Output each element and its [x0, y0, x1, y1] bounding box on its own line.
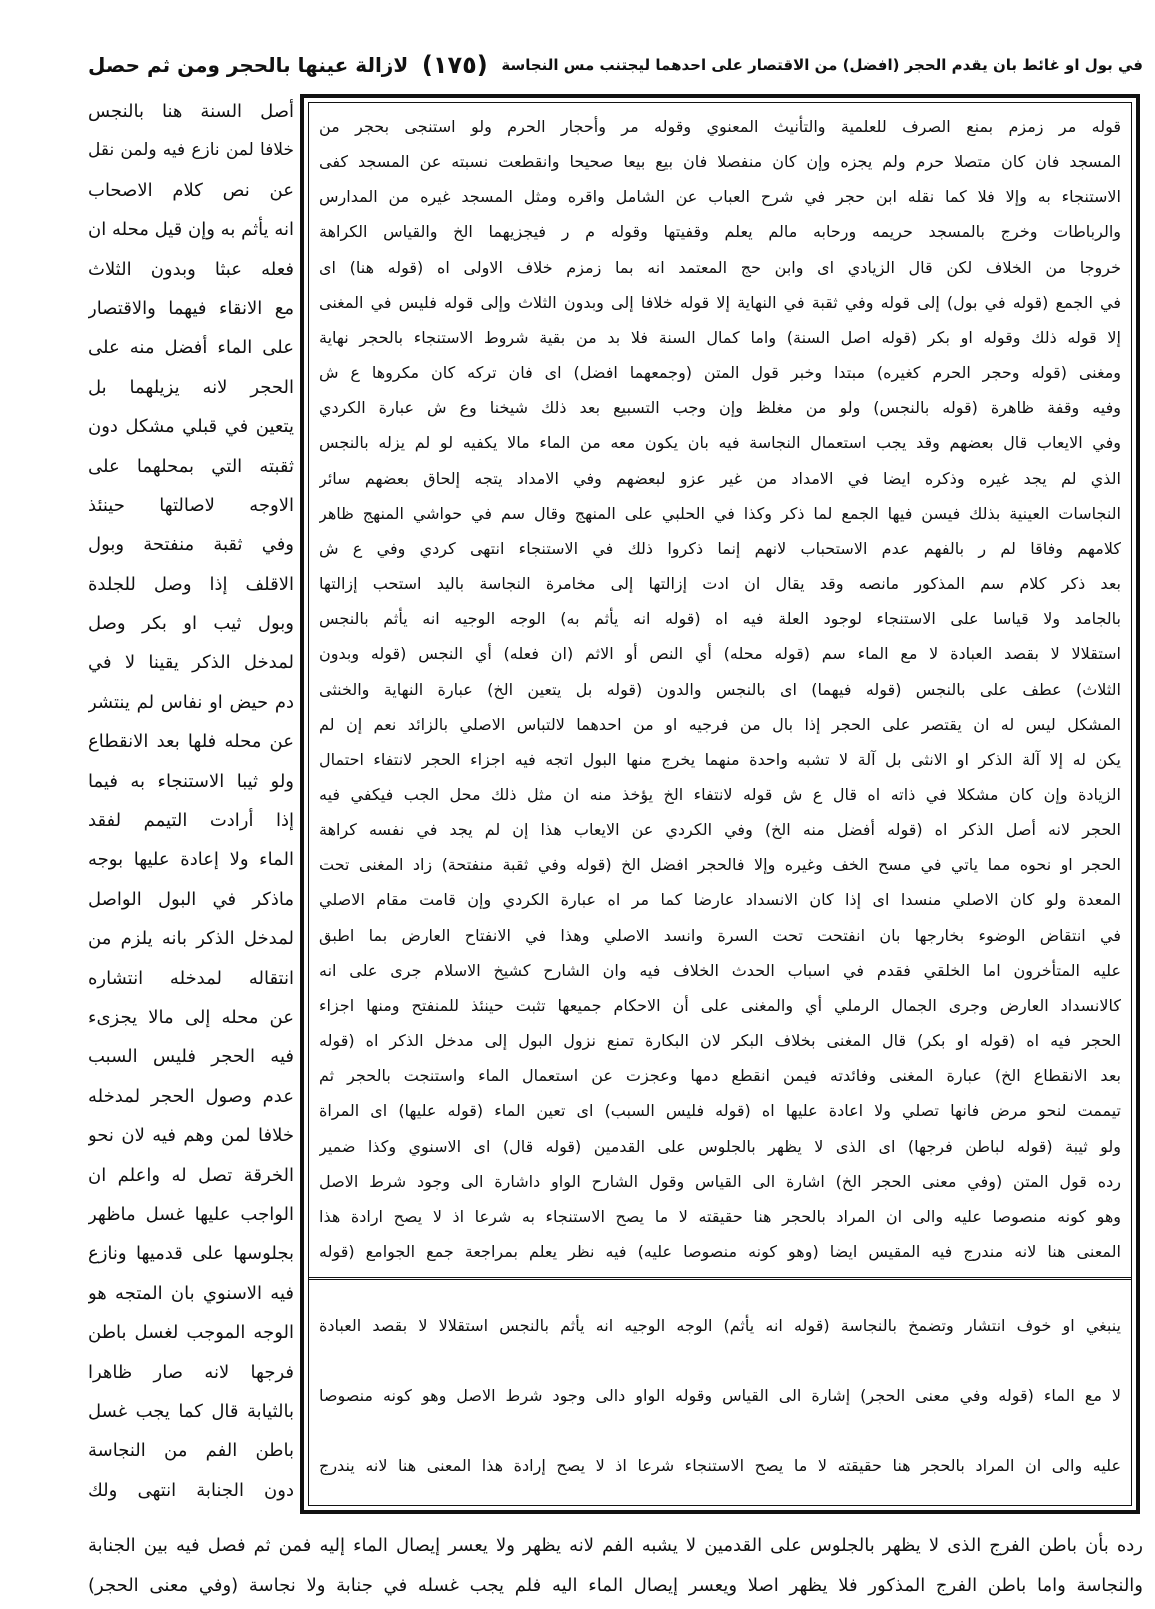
margin-text-line: فرجها لانه صار ظاهرا — [88, 1361, 294, 1383]
commentary-text-line: بالجامد ولا قياسا على الاستنجاء لوجود العلة فيه اه (قوله انه يأثم به) الوجه الوجيه انه يأثم بالنجس — [319, 609, 1121, 629]
margin-text-line: بجلوسها على قدميها ونازع — [88, 1243, 294, 1265]
margin-text-line: لمدخل الذكر يقينا لا في — [88, 652, 294, 674]
margin-text-line: الماء ولا إعادة عليها بوجه — [88, 849, 294, 871]
commentary-text-line: ومغنى (قوله وحجر الحرم كغيره) مبتدا وخبر قول المتن (وجمعهما افضل) اى فان تركه كان مكروها ع ش — [319, 363, 1121, 383]
margin-text-line: فعله عبثا وبدون الثلاث — [88, 258, 294, 280]
commentary-text-line: الزيادة وإن كان مشكلا في ذاته اه قال ع ش قوله لانتفاء الخ يؤخذ منه ان مثل ذلك محل الجب فيكفي فيه — [319, 784, 1121, 804]
margin-text-line: وبول ثيب او بكر وصل — [88, 613, 294, 635]
commentary-text-line: وهو كونه منصوصا عليه والى ان المراد بالحجر هنا حقيقته لا ما يصح الاستنجاء به شرعا اذ لا يصح ارادة هذا — [319, 1206, 1121, 1226]
commentary-text-line: كلامهم وفاقا لم ر بالفهم عدم الاستحباب لانهم إنما ذكروا ذلك في الاستنجاء انتهى كردي وفي ع ش — [319, 538, 1121, 558]
margin-text-line: إذا أرادت التيمم لفقد — [88, 810, 294, 832]
commentary-lower-text — [319, 1291, 1121, 1501]
margin-text-line: انه يأثم به وإن قيل محله ان — [88, 219, 294, 241]
margin-text-line: على الماء أفضل منه على — [88, 337, 294, 359]
bottom-text-line: رده بأن باطن الفرج الذى لا يظهر بالجلوس على القدمين لا يشبه الفم لانه يظهر ولا يعسر إيصال الماء إليه فمن ثم فصل فيه بين الجنابة — [88, 1535, 1143, 1556]
margin-text-line: لمدخل الذكر بانه يلزم من — [88, 928, 294, 950]
commentary-text-line: المسجد فان كان متصلا حرم ولم يجزه وإن كان منفصلا فان بيع بيعا صحيحا وانقطعت نسبته عن المسجد كفى — [319, 152, 1121, 172]
commentary-text-line: كالانسداد العارض وجرى الجمال الرملي أي والمغنى على أن الاحكام جميعها تثبت حينئذ للمنفتح ومنها اجزاء — [319, 995, 1121, 1015]
commentary-lower-text-line: ينبغي او خوف انتشار وتضمخ بالنجاسة (قوله انه يأثم) الوجه الوجيه انه يأثم بالنجس استقلالا لا بقصد العبادة — [319, 1316, 1121, 1335]
commentary-text-line: المشكل ليس له ان يقتصر على الحجر إذا بال من فرجيه او من احدهما لالتباس الاصلي بالزائد نعم إن لم — [319, 714, 1121, 734]
margin-text-line: عدم وصول الحجر لمدخله — [88, 1085, 294, 1107]
margin-text-line: فيه الحجر فليس السبب — [88, 1046, 294, 1068]
commentary-text-line: خروجا من الخلاف لكن قال الزيادي اى وابن حج المعتمد انه بما زمزم خلاف الاولى اه (قوله هنا) اى — [319, 257, 1121, 277]
commentary-text-line: إلا قوله ذلك وقوله او بكر (قوله اصل السنة) واما كمال السنة فلا بد من بقية شروط الاستنجاء بالحجر نهاية — [319, 327, 1121, 347]
commentary-text-line: المعنى هنا لانه مندرج فيه المقيس ايضا (وهو كونه منصوصا عليه) فيه نظر يعلم بمراجعة جمع الجوامع (قوله — [319, 1242, 1121, 1261]
margin-text-line: ثقبته التي بمحلهما على — [88, 455, 294, 477]
margin-text-line: الاوجه لاصالتها حينئذ — [88, 494, 294, 516]
header-running-text-right: في بول او غائط بان يقدم الحجر (افضل) من الاقتصار على احدهما ليجتنب مس النجاسة — [501, 56, 1143, 74]
margin-text-line: عن نص كلام الاصحاب — [88, 179, 294, 201]
margin-text-line: دون الجنابة انتهى ولك — [88, 1479, 294, 1501]
page-number: (١٧٥) — [421, 51, 488, 79]
commentary-text-line: المعدة ولو كان الاصلي منسدا اى إذا كان الانسداد عارضا كما مر اه عبارة الكردي وإن قامت مقام الاصلي — [319, 890, 1121, 910]
margin-text-line: ماذكر في البول الواصل — [88, 888, 294, 910]
commentary-text-line: قوله مر زمزم بمنع الصرف للعلمية والتأنيث المعنوي وقوله مر وأحجار الحرم ولو استنجى بحجر من — [319, 117, 1121, 136]
commentary-text-line: وفي الايعاب قال بعضهم وقد يجب استعمال النجاسة فيه بان يكون معه من الماء مالا يكفيه لو لم يزله بالنجس — [319, 433, 1121, 453]
margin-text-line: الاقلف إذا وصل للجلدة — [88, 573, 294, 595]
commentary-upper-text — [319, 109, 1121, 1269]
margin-text-line: أصل السنة هنا بالنجس — [88, 101, 294, 122]
margin-text-line: خلافا لمن وهم فيه لان نحو — [88, 1125, 294, 1147]
page-header — [88, 44, 1143, 86]
commentary-text-line: وفيه وقفة ظاهرة (قوله بالنجس) ولو من مغلظ وإن وجب التسبيع بعد ذلك شيخنا وع ش عبارة الكردي — [319, 398, 1121, 418]
margin-text-line: دم حيض او نفاس لم ينتشر — [88, 691, 294, 713]
bottom-continuation-text — [88, 1528, 1143, 1604]
margin-text-line: الحجر لانه يزيلهما بل — [88, 376, 294, 398]
commentary-text-line: بعد الانقطاع الخ) عبارة المغنى وفائدته فيمن انقطع دمها وعجزت عن استعمال الماء واستنجت بالحجر ثم — [319, 1066, 1121, 1086]
commentary-text-line: ولو ثيبة (قوله لباطن فرجها) اى الذى لا يظهر بالجلوس على القدمين (قوله قال) اى الاسنوي وكذا ضمير — [319, 1136, 1121, 1156]
bottom-text-line: والنجاسة واما باطن الفرج المذكور فلا يظهر اصلا ويعسر إيصال الماء اليه فلم يجب غسله في جنابة ولا نجاسة (وفي معنى الحجر) — [88, 1575, 1143, 1596]
commentary-text-line: النجاسات العينية بذلك فيسن فيها الجمع لما ذكر وكذا في الحلبي على المنهج وقال سم في حواشي المنهج ظاهر — [319, 503, 1121, 523]
commentary-box — [300, 94, 1140, 1514]
margin-text-line: مع الانقاء فيهما والاقتصار — [88, 297, 294, 319]
margin-text-line: عن محله إلى مالا يجزىء — [88, 1006, 294, 1028]
margin-text-line: الوجه الموجب لغسل باطن — [88, 1322, 294, 1344]
commentary-text-line: الحجر او نحوه مما ياتي في مسح الخف وغيره وإلا فالحجر افضل الخ (قوله وفي ثقبة منفتحة) زاد المغنى تحت — [319, 855, 1121, 875]
commentary-lower-text-line: عليه والى ان المراد بالحجر هنا حقيقته لا ما يصح الاستنجاء شرعا اذ لا يصح إرادة هذا المعنى هنا لانه يندرج — [319, 1456, 1121, 1475]
margin-text-line: الخرقة تصل له واعلم ان — [88, 1164, 294, 1186]
margin-text-line: بالثيابة قال كما يجب غسل — [88, 1400, 294, 1422]
margin-text-line: خلافا لمن نازع فيه ولمن نقل — [88, 140, 294, 161]
commentary-text-line: عليه المتأخرون اما الخلقي فقدم في اسباب الحدث الخلاف فيه وان الشارح كشيخ الاسلام جرى على انه — [319, 960, 1121, 980]
commentary-text-line: الذي لم يجد غيره وذكره ايضا في الامداد من غير عزو لبعضهم وفي الامداد يتجه إلحاق بعضهم سائر — [319, 468, 1121, 488]
commentary-text-line: تيممت لنحو مرض فانها تصلي ولا اعادة عليها اه (قوله فليس السبب) اى تعين الماء (قوله عليها) اى المراة — [319, 1101, 1121, 1121]
commentary-box-inner-frame — [308, 102, 1132, 1506]
commentary-text-line: الحجر لانه أصل الذكر اه (قوله أفضل منه الخ) وفي الكردي عن الايعاب هذا إن لم يجد في نفسه كراهة — [319, 820, 1121, 840]
margin-text-line: باطن الفم من النجاسة — [88, 1440, 294, 1462]
margin-text-line: عن محله فلها بعد الانقطاع — [88, 731, 294, 753]
margin-text-line: الواجب عليها غسل ماظهر — [88, 1203, 294, 1225]
commentary-text-line: في الجمع (قوله في بول) إلى قوله وفي ثقبة في النهاية إلا قوله خلافا إلى وبدون الثلاث وإلى قوله فليس في المغنى — [319, 292, 1121, 312]
commentary-text-line: والرباطات وخرج بالمسجد حريمه ورحابه مالم يعلم وقفيتها وقوله م ر فيجزيهما الخ والقياس الكراهة — [319, 222, 1121, 242]
commentary-text-line: الحجر فيه اه (قوله او بكر) قال المغنى بخلاف البكر لان البكارة تمنع نزول البول إلى مدخل الذكر اه (قوله — [319, 1031, 1121, 1051]
margin-text-line: ولو ثيبا الاستنجاء به فيما — [88, 770, 294, 792]
commentary-text-line: الثلاث) عطف على بالنجس (قوله فيهما) اى بالنجس والدون (قوله بل يتعين الخ) عبارة النهاية والخنثى — [319, 679, 1121, 699]
margin-text-line: وفي ثقبة منفتحة وبول — [88, 534, 294, 556]
commentary-text-line: يكن له إلا آلة الذكر او الانثى بل آلة لا تشبه واحدة منهما يخرج منها البول اتجه فيه اجزاء الحجر لانتفاء احتمال — [319, 749, 1121, 769]
commentary-text-line: بعد ذكر كلام سم المذكور مانصه وقد يقال ان ادت إزالتها إلى مخامرة النجاسة باليد استحب إزالتها — [319, 574, 1121, 594]
header-running-text-left: لازالة عينها بالحجر ومن ثم حصل — [88, 53, 409, 77]
commentary-text-line: رده قول المتن (وفي معنى الحجر الخ) اشارة الى القياس وقول الشارح الواو داشارة الى وجود شرط الاصل — [319, 1171, 1121, 1191]
commentary-divider — [309, 1277, 1131, 1280]
margin-column-text — [88, 92, 294, 1510]
margin-text-line: انتقاله لمدخله انتشاره — [88, 967, 294, 989]
margin-text-line: فيه الاسنوي بان المتجه هو — [88, 1282, 294, 1304]
commentary-lower-text-line: لا مع الماء (قوله وفي معنى الحجر) إشارة الى القياس وقوله الواو دالى وجود شرط الاصل وهو كونه منصوصا — [319, 1386, 1121, 1405]
commentary-text-line: الاستنجاء به وإلا فلا كما نقله ابن حجر في شرح العباب عن الشامل واقره ومثل المسجد غيره من المدارس — [319, 187, 1121, 207]
margin-text-line: يتعين في قبلي مشكل دون — [88, 416, 294, 438]
commentary-text-line: استقلالا لا بقصد العبادة لا مع الماء سم (قوله محله) أي النص أو الاثم (ان فعله) أي النجس (قوله وبدون — [319, 644, 1121, 664]
commentary-text-line: في انتقاض الوضوء بخارجها بان انفتحت تحت السرة وانسد الاصلي وهذا في الانفتاح العارض بما اطبق — [319, 925, 1121, 945]
